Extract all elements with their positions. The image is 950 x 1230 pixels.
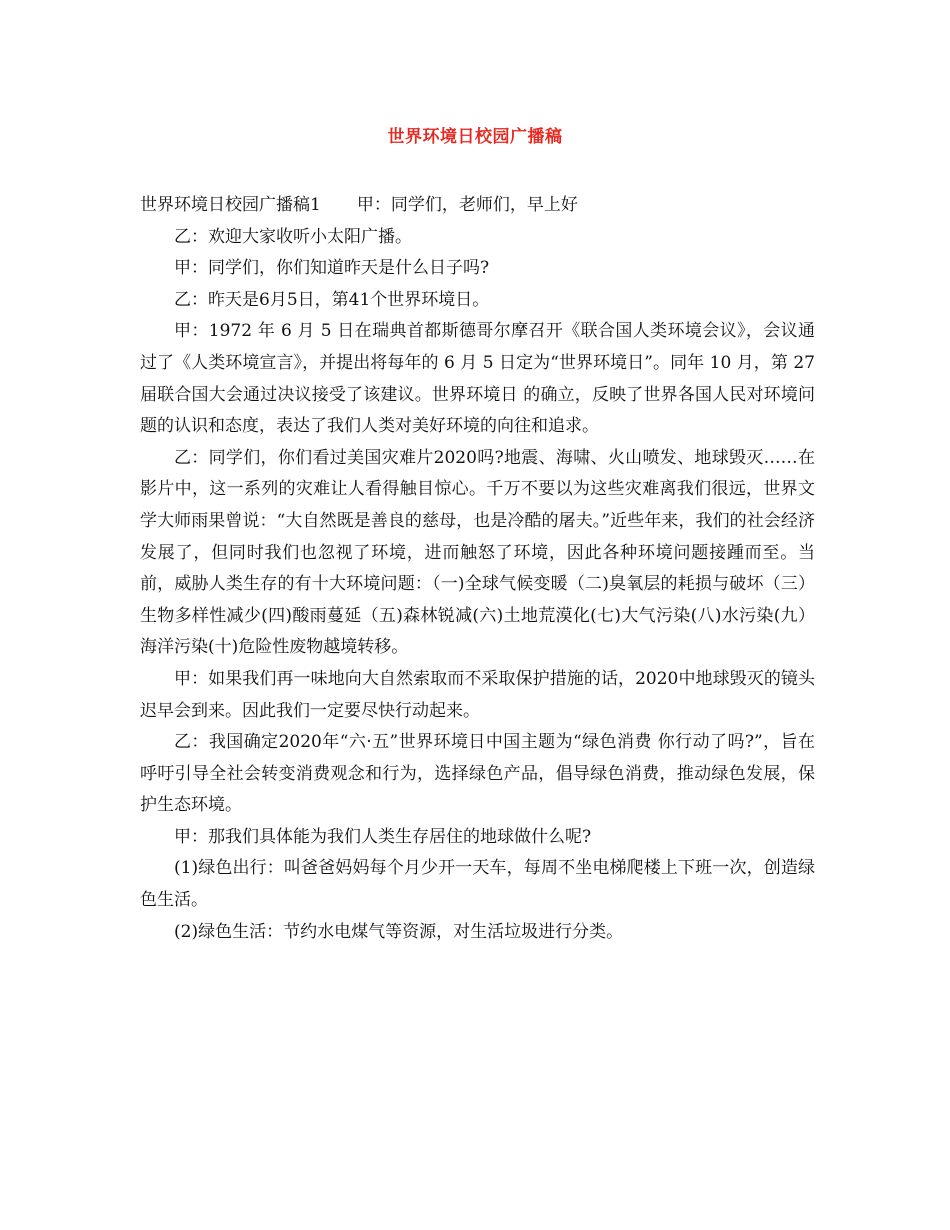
paragraph: 甲：如果我们再一味地向大自然索取而不采取保护措施的话，2020中地球毁灭的镜头迟早会到来。因此我们一定要尽快行动起来。 bbox=[140, 668, 815, 721]
paragraph: 甲：那我们具体能为我们人类生存居住的地球做什么呢? bbox=[174, 826, 592, 847]
paragraph: 乙：昨天是6月5日，第41个世界环境日。 bbox=[174, 289, 490, 310]
document-body bbox=[140, 190, 815, 948]
list-item: (1)绿色出行：叫爸爸妈妈每个月少开一天车，每周不坐电梯爬楼上下班一次，创造绿色生活。 bbox=[140, 858, 815, 911]
first-paragraph bbox=[140, 190, 815, 222]
list-item: (2)绿色生活：节约水电煤气等资源，对生活垃圾进行分类。 bbox=[174, 921, 624, 942]
paragraph: 乙：欢迎大家收听小太阳广播。 bbox=[174, 226, 412, 247]
opening-speech: 甲：同学们，老师们，早上好 bbox=[356, 195, 578, 215]
paragraph: 乙：我国确定2020年“六·五”世界环境日中国主题为“绿色消费 你行动了吗?”，旨在呼吁引导全社会转变消费观念和行为，选择绿色产品，倡导绿色消费，推动绿色发展，保护生态环境。 bbox=[140, 732, 815, 816]
paragraph: 乙：同学们，你们看过美国灾难片2020吗?地震、海啸、火山喷发、地球毁灭……在影片中，这一系列的灾难让人看得触目惊心。千万不要以为这些灾难离我们很远，世界文学大师雨果曾说：“大自然既是善良的慈母，也是冷酷的屠夫。”近些年来，我们的社会经济发展了，但同时我们也忽视了环境，进而触怒了环境，因此各种环境问题接踵而至。当前，威胁人类生存的有十大环境问题：（一)全球气候变暖（二)臭氧层的耗损与破坏（三）生物多样性减少(四)酸雨蔓延（五)森林锐减(六)土地荒漠化(七)大气污染(八)水污染(九）海洋污染(十)危险性废物越境转移。 bbox=[140, 447, 815, 658]
paragraph: 甲：同学们，你们知道昨天是什么日子吗? bbox=[174, 258, 490, 279]
section-heading: 世界环境日校园广播稿1 bbox=[140, 195, 321, 215]
paragraph: 甲：1972 年 6 月 5 日在瑞典首都斯德哥尔摩召开《联合国人类环境会议》，会议通过了《人类环境宣言》，并提出将每年的 6 月 5 日定为“世界环境日”。同年 10 月，第 27 届联合国大会通过决议接受了该建议。世界环境日 的确立，反映了世界各国人民对环境问题的认识和态度，表达了我们人类对美好环境的向往和追求。 bbox=[140, 321, 815, 437]
document-title: 世界环境日校园广播稿 bbox=[387, 127, 563, 147]
